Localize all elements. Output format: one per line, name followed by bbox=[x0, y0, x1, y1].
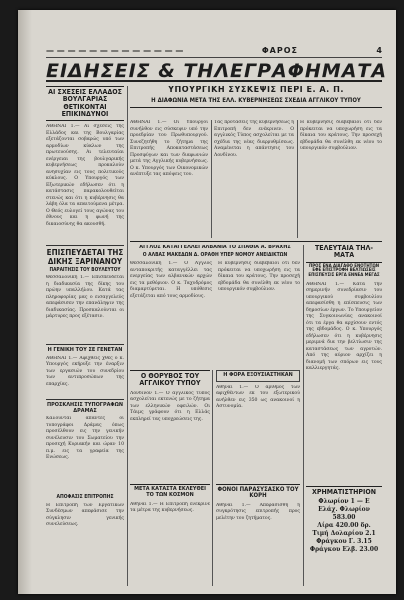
story-arrivals bbox=[216, 370, 300, 480]
rate-line: Φράγκου Ελβ. 23.00 bbox=[309, 545, 379, 553]
newspaper-page bbox=[18, 10, 396, 594]
headline-committee: ΑΠΟΦΑΣΙΣ ΕΠΙΤΡΟΠΗΣ bbox=[56, 494, 114, 501]
article-arrivals: Αθήναι 1.— Ο αριθμός των αφιχθέντων εκ του εξωτερικού ανήλθεν εις 350 ως ανακοινοί η Αστυνομία. bbox=[216, 384, 300, 410]
subhead-ministerial: Η ΔΙΑΦΩΝΙΑ ΜΕΤΑ ΤΗΣ ΕΛΛ. ΚΥΒΕΡΝΗΣΕΩΣ ΣΧΕΔΙΑ ΑΓΓΛΙΚΟΥ ΤΥΠΟΥ bbox=[130, 98, 382, 107]
column-rule bbox=[303, 245, 304, 586]
headline-latest-telegrams: ΤΕΛΕΥΤΑΙΑ ΤΗΛ-ΜΑΤΑ bbox=[306, 245, 382, 263]
page-header bbox=[46, 44, 382, 58]
column-left bbox=[46, 86, 124, 586]
paper-name: ΦΑΡΟΣ bbox=[261, 46, 298, 55]
column-rule bbox=[211, 120, 212, 238]
header-rule-left: — — — — — — — — — — — — — bbox=[46, 46, 184, 55]
article-ministerial-c: Η κυβέρνησις διαβεβαιοί ότι δεν πρόκειται να υποχωρήση εις τα δίκαια του κράτους. Την προσεχή εβδομάδα θα συνέλθη εκ νέου το υπουργικόν συμβούλιον. bbox=[300, 120, 382, 151]
headline-world: ΜΕΤΑ ΚΑΤΑΣΤΑ ΕΚΛΕΥΘΕΙ ΤΟ ΤΩΝ ΚΟΣΜΟΝ bbox=[130, 484, 210, 499]
story-albania bbox=[130, 245, 300, 365]
binding-margin bbox=[18, 10, 32, 594]
column-center-c bbox=[300, 120, 382, 238]
headline-arrivals: Η ΦΟΡΑ ΕΞΟΥΣΙΑΣΤΗΚΑΝ bbox=[216, 370, 300, 382]
column-center-a bbox=[130, 120, 208, 238]
article-ministerial-b: Τας προτάσεις της κυβερνήσεως η Επιτροπή δεν ενέκρινεν. Ο αγγλικός Τύπος ασχολείται με τα σχέδια της νέας διαρρυθμίσεως. Αναμένεται η απάντησις του Λονδίνου. bbox=[214, 120, 294, 158]
story-world bbox=[130, 484, 210, 586]
headline-trial: ΕΠΙΣΠΕΥΔΕΤΑΙ ΤΗΣ ΔΙΚΗΣ ΞΑΡΙΝΑΝΟΥ bbox=[46, 248, 124, 266]
rate-line: Φράγκου Γ. 3.15 bbox=[316, 537, 372, 545]
divider bbox=[46, 344, 124, 345]
stock-exchange-rates bbox=[306, 498, 382, 554]
center-headline-block bbox=[130, 86, 382, 116]
article-typographers: Καλούνται άπαντες οι τυπογράφοι Δράμας όπως προσέλθουν εις την γενικήν συνέλευσιν του Σωματείου την προσεχή Κυριακήν και ώραν 10 π.μ. εις τα γραφεία της Ενώσεως. bbox=[46, 416, 124, 461]
rate-line: Λίρα 420.00 δρ. bbox=[317, 521, 371, 529]
article-trial: Θεσσαλονίκη 1.— Επισπεύδεται η διαδικασία της δίκης του πρώην υπαλλήλου. Κατά τας πληροφορίας μας ο εισαγγελεύς απεφάσισεν την επανάληψιν της διαδικασίας. Προσκαλούνται οι μάρτυρες προς εξέτασιν. bbox=[46, 275, 124, 320]
column-rule bbox=[127, 86, 128, 586]
story-english-press bbox=[130, 370, 210, 480]
article-murders: Αθήναι 1.— Απεφασίσθη η συγκρότησις επιτροπής προς μελέτην του ζητήματος. bbox=[216, 502, 300, 521]
headline-typographers: ΠΡΟΣΚΛΗΣΙΣ ΤΥΠΟΓΡΑΦΩΝ ΔΡΑΜΑΣ bbox=[47, 401, 123, 414]
column-rule bbox=[297, 120, 298, 238]
rate-line: Φλωρίον 1 — Ε bbox=[318, 497, 370, 505]
story-murders bbox=[216, 484, 300, 586]
subhead-albania: Ο ΑΛΒΑΣ ΜΑΚΕΔΩΝ Δ. ΟΡΑΘΗ ΥΠΕΡ ΝΟΜΟΥ ΑΝΕΙΔΙΚΤΩΝ bbox=[142, 251, 288, 258]
divider bbox=[46, 245, 124, 246]
article-albania-cont: Η κυβέρνησις διαβεβαιοί ότι δεν πρόκειται να υποχωρήση εις τα δίκαια του κράτους. Την προσεχή εβδομάδα θα συνέλθη εκ νέου το υπουργικόν συμβούλιον. bbox=[218, 261, 300, 293]
article-relations: ΑΘΗΝΑΙ 1.— Αι σχέσεις της Ελλάδος και της Βουλγαρίας εξετάζονται σοβαρώς υπό των αρμοδίων κύκλων της πρωτευούσης. Αι τελευταίαι ενέργειαι της βουλγαρικής κυβερνήσεως προκαλούν ανησυχίαν εις τους πολιτικούς κύκλους. Ο Υπουργός των Εξωτερικών εδήλωσεν ότι η κατάστασις παρακολουθείται στενώς και ότι η κυβέρνησις θα λάβη όλα τα απαιτούμενα μέτρα. Ο Θεός ευλογεί τους αγώνας του έθνους και η φωνή της δικαιοσύνης θα ακουσθή. bbox=[46, 124, 124, 227]
column-center-b bbox=[214, 120, 294, 238]
headline-relations: ΑΙ ΣΧΕΣΕΙΣ ΕΛΛΑΔΟΣ ΒΟΥΛΓΑΡΙΑΣ ΘΕΤΙΚΟΝΤΑΙ ΕΠΙΚΙΝΔΥΝΟΙ bbox=[46, 86, 124, 121]
article-english-press: Λονδίνον 1.— Ο αγγλικός τύπος ασχολείται εκτενώς με το ζήτημα των ελληνικών οφειλών. Οι Τάιμς γράφουν ότι η Ελλάς εκπληρεί τας υποχρεώσεις της. bbox=[130, 390, 210, 422]
divider bbox=[130, 241, 382, 242]
column-rule bbox=[212, 370, 213, 586]
subhead-trial: ΠΑΡΑΙΤΗΣΙΣ ΤΟΥ ΒΟΥΛΕΥΤΟΥ bbox=[49, 268, 121, 274]
article-general: ΑΘΗΝΑΙ 1.— Αφιχθείς χθες ο κ. Υπουργός εκήρυξε την έναρξιν των εργασιών του συνεδρίου των αντιπροσώπων της επαρχίας. bbox=[46, 355, 124, 387]
subhead-latest-telegrams: ΠΡΟΣ ΕΝΑ ΔΙΑΓΑΘΟ ΕΝΟΤΗΤΩΝ ΕΦΕ ΕΠΙΣΤΡΟΦΗ ΒΕΛΤΙΩΣΕΙΣ ΕΠΙΣΠΕΥΣΙΣ ΕΡΓΑ ΕΝΝΕΑ ΜΕΓΑΣ bbox=[308, 263, 380, 278]
article-latest-telegrams: ΑΘΗΝΑΙ 1.— Κατά την σημερινήν συνεδρίασιν του υπουργικού συμβουλίου απεφασίσθη η επίσπευσις των δημοσίων έργων. Το Υπουργείον της Συγκοινωνίας ανακοινοί ότι τα έργα θα αρχίσουν εντός της εβδομάδος. Ο κ. Υπουργός εδήλωσεν ότι η κυβέρνησις μεριμνά δια την βελτίωσιν της καταστάσεως των αγροτών. Από της αύριον αρχίζει η διανομή των σπόρων εις τους καλλιεργητάς. bbox=[306, 281, 382, 372]
rate-line: Τιμή Δολαρίου 2.1 bbox=[312, 529, 376, 537]
headline-ministerial: ΥΠΟΥΡΓΙΚΗ ΣΥΣΚΕΨΙΣ ΠΕΡΙ Ε. Α. Π. bbox=[168, 86, 344, 95]
page-number: 4 bbox=[376, 46, 382, 55]
divider bbox=[46, 399, 124, 400]
headline-stock-exchange: ΧΡΗΜΑΤΙΣΤΗΡΙΟΝ bbox=[306, 486, 382, 496]
headline-albania: ΑΓΓΛΟΣ ΚΑΤΑΓΓΕΛΛΕΙ ΑΛΒΑΝΙΑ ΤΟ ΣΠΑΘΙΑ Α. ΒΡΑΧΗΣ bbox=[139, 245, 291, 250]
headline-general: Η ΓΕΝΙΚΗ ΤΟΥ ΣΕ ΓΕΝΕΤΑΝ bbox=[47, 347, 123, 354]
column-right bbox=[306, 245, 382, 586]
headline-murders: ΦΟΝΟΙ ΠΑΡΑΣΥΣΑΣΚΟ ΤΟΥ ΚΟΡΗ bbox=[217, 486, 299, 500]
headline-english-press: Ο ΘΟΡΥΒΟΣ ΤΟΥ ΑΓΓΛΙΚΟΥ ΤΥΠΟΥ bbox=[130, 370, 210, 388]
rate-line: Ελάχ. Φλωρίον 583.00 bbox=[318, 505, 370, 521]
article-albania: Θεσσαλονίκη 1.— Ο Άγγλος ανταποκριτής καταγγέλλει τας ενεργείας των αλβανικών αρχών εις τα μεθόριον. Ο κ. Ταχυδρόμος διαμαρτύρεται. Η υπόθεσις εξετάζεται από τους αρμοδίους. bbox=[130, 261, 212, 299]
article-ministerial-a: ΑΘΗΝΑΙ 1.— Οι Υπουργοί συνήλθον εις σύσκεψιν υπό την προεδρίαν του Πρωθυπουργού. Συνεζητήθη το ζήτημα της Επιτροπής Αποκαταστάσεως Προσφύγων και των διαφωνιών μετά της Αγγλικής κυβερνήσεως. Ο κ. Υπουργός των Οικονομικών ανέπτυξε τας απόψεις του. bbox=[130, 120, 208, 177]
article-committee: Η Επιτροπή των Εργατικών Συνδέσμων απεφάσισε την σύγκλησιν γενικής συνελεύσεως. bbox=[46, 502, 124, 528]
section-masthead: ΕΙΔΗΣΕΙΣ & ΤΗΛΕΓΡΑΦΗΜΑΤΑ bbox=[46, 60, 388, 82]
article-world: Αθήναι 1.— Η Επιτροπή ενέκρινε τα μέτρα της κυβερνήσεως. bbox=[130, 501, 210, 514]
